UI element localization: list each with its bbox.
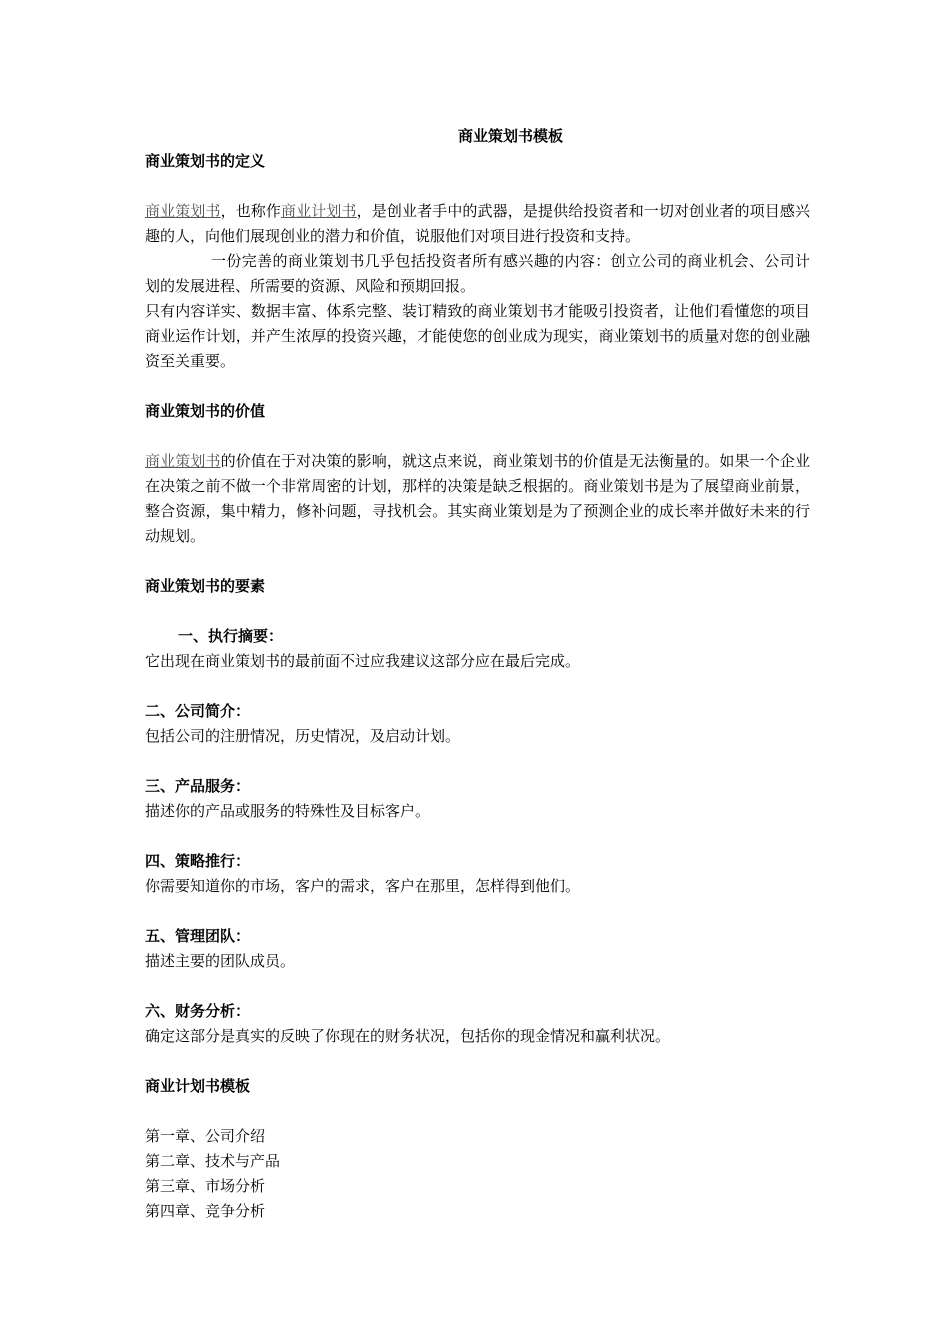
chapter-list [145, 1124, 810, 1224]
heading-elements: 商业策划书的要素 [145, 577, 266, 595]
element-label: 一、执行摘要： [178, 627, 284, 645]
element-label: 六、财务分析： [145, 1002, 251, 1020]
spacer [145, 174, 810, 199]
link-business-plan-alt[interactable]: 商业计划书 [281, 202, 357, 220]
heading-value: 商业策划书的价值 [145, 402, 266, 420]
document-title: 商业策划书模板 [457, 127, 563, 145]
spacer [145, 549, 810, 574]
link-business-plan[interactable]: 商业策划书 [145, 202, 221, 220]
chapter-item: 第一章、公司介绍 [145, 1127, 266, 1145]
chapter-item: 第四章、竞争分析 [145, 1202, 266, 1220]
heading-template: 商业计划书模板 [145, 1077, 251, 1095]
spacer [145, 1049, 810, 1074]
element-text: 你需要知道你的市场，客户的需求，客户在那里，怎样得到他们。 [145, 877, 581, 895]
spacer [145, 599, 810, 624]
element-text: 确定这部分是真实的反映了你现在的财务状况，包括你的现金情况和赢利状况。 [145, 1027, 671, 1045]
spacer [145, 824, 810, 849]
definition-paragraph-2: 一份完善的商业策划书几乎包括投资者所有感兴趣的内容：创立公司的商业机会、公司计划的发展进程、所需要的资源、风险和预期回报。 [145, 252, 810, 295]
element-label: 四、策略推行： [145, 852, 251, 870]
element-text: 描述主要的团队成员。 [145, 952, 296, 970]
definition-paragraph-3: 只有内容详实、数据丰富、体系完整、装订精致的商业策划书才能吸引投资者，让他们看懂您的项目商业运作计划，并产生浓厚的投资兴趣，才能使您的创业成为现实，商业策划书的质量对您的创业融资至关重要。 [145, 302, 810, 370]
spacer [145, 899, 810, 924]
element-label: 三、产品服务： [145, 777, 251, 795]
spacer [145, 374, 810, 399]
element-label: 二、公司简介： [145, 702, 251, 720]
heading-definition: 商业策划书的定义 [145, 152, 266, 170]
element-text: 它出现在商业策划书的最前面不过应我建议这部分应在最后完成。 [145, 652, 581, 670]
definition-paragraph-1: 商业策划书，也称作商业计划书，是创业者手中的武器，是提供给投资者和一切对创业者的项目感兴趣的人，向他们展现创业的潜力和价值，说服他们对项目进行投资和支持。 [145, 202, 810, 245]
spacer [145, 674, 810, 699]
document-page [145, 124, 810, 1224]
chapter-item: 第三章、市场分析 [145, 1177, 266, 1195]
element-text: 包括公司的注册情况，历史情况，及启动计划。 [145, 727, 461, 745]
spacer [145, 1099, 810, 1124]
spacer [145, 974, 810, 999]
spacer [145, 424, 810, 449]
chapter-item: 第二章、技术与产品 [145, 1152, 281, 1170]
element-text: 描述你的产品或服务的特殊性及目标客户。 [145, 802, 431, 820]
spacer [145, 749, 810, 774]
value-paragraph: 商业策划书的价值在于对决策的影响，就这点来说，商业策划书的价值是无法衡量的。如果一个企业在决策之前不做一个非常周密的计划，那样的决策是缺乏根据的。商业策划书是为了展望商业前景，整合资源，集中精力，修补问题，寻找机会。其实商业策划是为了预测企业的成长率并做好未来的行动规划。 [145, 452, 810, 545]
link-business-plan-value[interactable]: 商业策划书 [145, 452, 221, 470]
element-label: 五、管理团队： [145, 927, 251, 945]
